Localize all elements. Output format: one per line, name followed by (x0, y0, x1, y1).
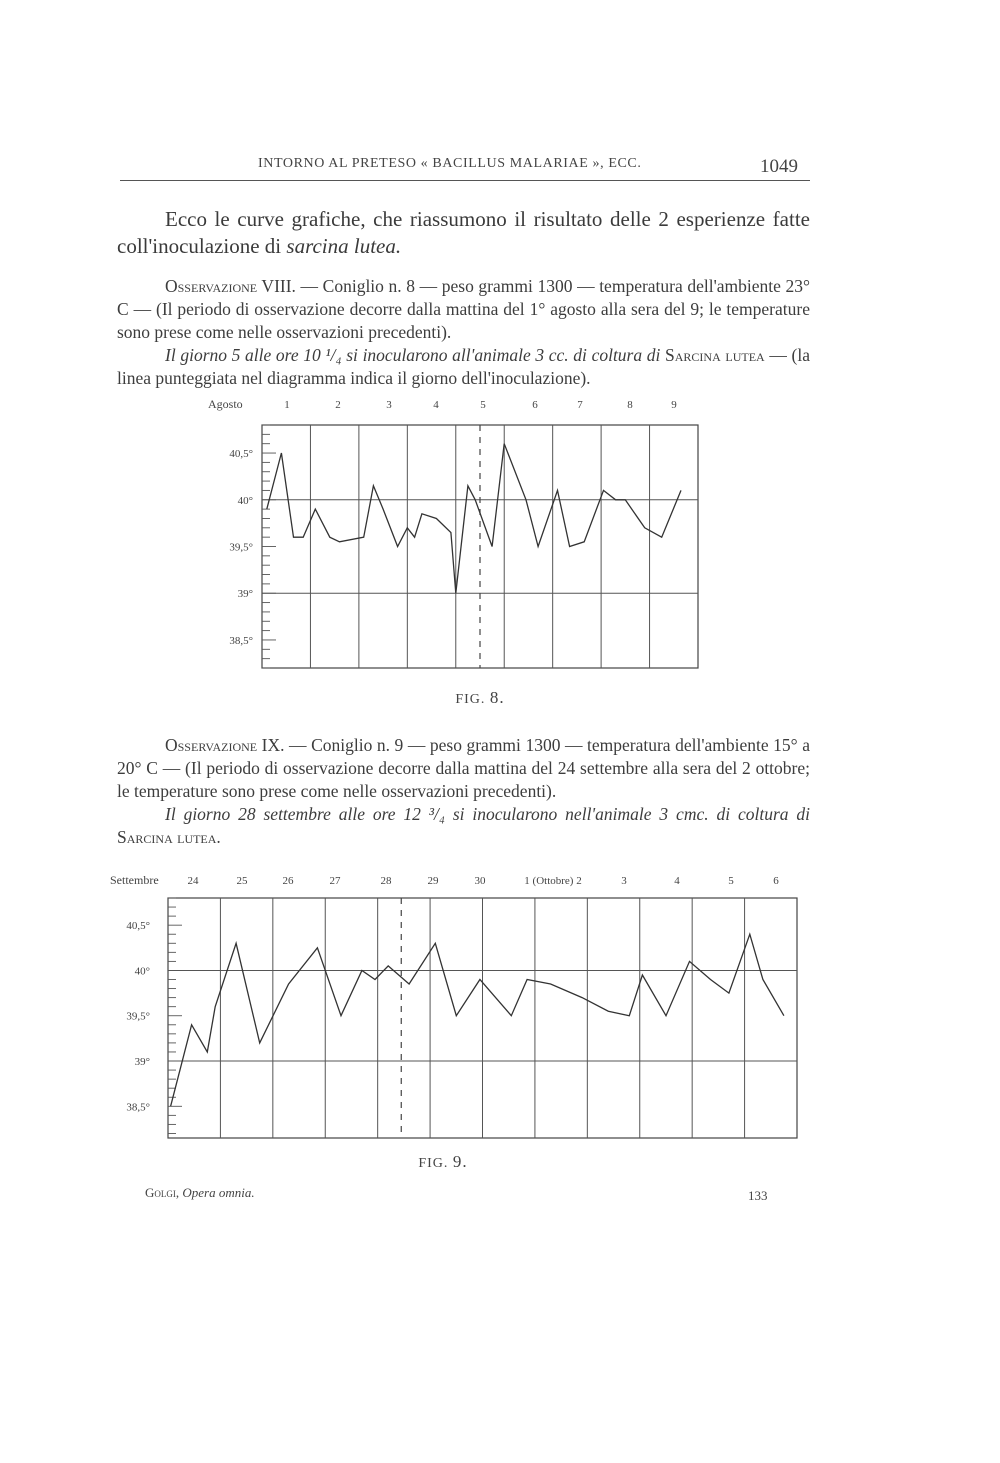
y-tick-label: 39° (134, 1056, 150, 1069)
x-tick-label: 5 (728, 875, 734, 887)
y-tick-label: 40,5° (229, 448, 253, 461)
x-tick-label: 3 (386, 399, 392, 411)
obs8-label: Osservazione VIII. (165, 276, 296, 296)
x-tick-label: 3 (621, 875, 627, 887)
x-tick-label: 25 (236, 875, 248, 887)
x-tick-label: 29 (427, 875, 439, 887)
obs8-note-italic: Il giorno 5 alle ore 10 ¹/₄ si inocularono all'animale 3 cc. di coltura di (165, 345, 661, 365)
x-tick-label: 6 (773, 875, 779, 887)
figure-9-chart (0, 862, 1000, 1152)
observation-8 (117, 275, 810, 390)
x-axis-title: Agosto (208, 397, 243, 411)
x-tick-label: 27 (329, 875, 341, 887)
y-tick-label: 38,5° (229, 634, 253, 647)
temperature-series-line (267, 444, 681, 594)
intro-paragraph (117, 206, 810, 260)
x-tick-label: 2 (335, 399, 341, 411)
x-tick-label: 1 (Ottobre) 2 (524, 875, 582, 887)
x-tick-label: 26 (282, 875, 294, 887)
x-tick-label: 28 (380, 875, 392, 887)
footer-plate-number: 133 (748, 1188, 768, 1203)
x-tick-label: 7 (577, 399, 583, 411)
figure-9-caption (0, 1152, 886, 1172)
x-tick-label: 5 (480, 399, 486, 411)
obs8-note-smallcaps: Sarcina lutea (660, 345, 765, 365)
x-tick-label: 30 (474, 875, 486, 887)
observation-9 (117, 734, 810, 849)
obs8-text: — Coniglio n. 8 — peso grammi 1300 — temperatura dell'ambiente 23° C — (Il periodo di osservazione decorre dalla mattina del 1° agosto alla sera del 9; le temperature sono prese come nelle osservazioni precedenti). (117, 276, 811, 342)
y-tick-label: 40,5° (126, 920, 150, 933)
x-tick-label: 4 (433, 399, 439, 411)
x-tick-label: 1 (284, 399, 290, 411)
x-axis-title: Settembre (110, 873, 159, 887)
header-rule (120, 180, 810, 181)
footer-work: Opera omnia. (179, 1185, 255, 1200)
y-tick-label: 38,5° (126, 1101, 150, 1114)
footer-citation (145, 1185, 255, 1201)
fig9-caption-prefix: FIG. (418, 1156, 449, 1171)
y-tick-label: 40° (134, 965, 150, 978)
y-tick-label: 39° (237, 588, 253, 601)
obs8-note-rest: — (la linea punteggiata nel diagramma indica il giorno dell'inoculazione). (117, 345, 810, 388)
intro-italic: sarcina lutea. (286, 234, 402, 258)
y-tick-label: 40° (237, 494, 253, 507)
x-tick-label: 4 (674, 875, 680, 887)
obs9-text: — Coniglio n. 9 — peso grammi 1300 — temperatura dell'ambiente 15° a 20° C — (Il periodo di osservazione decorre dalla mattina del 24 settembre alla sera del 2 ottobre; le temperature sono prese come nelle osservazioni precedenti). (117, 735, 810, 801)
obs9-note-smallcaps: Sarcina lutea. (117, 827, 221, 847)
page-number: 1049 (760, 156, 798, 177)
y-tick-label: 39,5° (229, 541, 253, 554)
figure-8-caption (0, 688, 960, 708)
fig8-caption-prefix: FIG. (455, 692, 486, 707)
running-title: INTORNO AL PRETESO « BACILLUS MALARIAE », ECC. (258, 156, 642, 171)
x-tick-label: 24 (187, 875, 199, 887)
x-tick-label: 8 (627, 399, 633, 411)
y-tick-label: 39,5° (126, 1010, 150, 1023)
footer-author: Golgi, (145, 1185, 180, 1200)
fig9-caption-number: 9. (452, 1152, 468, 1171)
obs9-note-italic: Il giorno 28 settembre alle ore 12 ³/₄ si inocularono nell'animale 3 cmc. di coltura di (165, 804, 810, 824)
fig8-caption-number: 8. (489, 688, 505, 707)
obs9-label: Osservazione IX. (165, 735, 285, 755)
intro-text: Ecco le curve grafiche, che riassumono il risultato delle 2 esperienze fatte coll'inoculazione di (117, 207, 810, 258)
x-tick-label: 9 (671, 399, 677, 411)
figure-8-chart (0, 390, 1000, 705)
x-tick-label: 6 (532, 399, 538, 411)
